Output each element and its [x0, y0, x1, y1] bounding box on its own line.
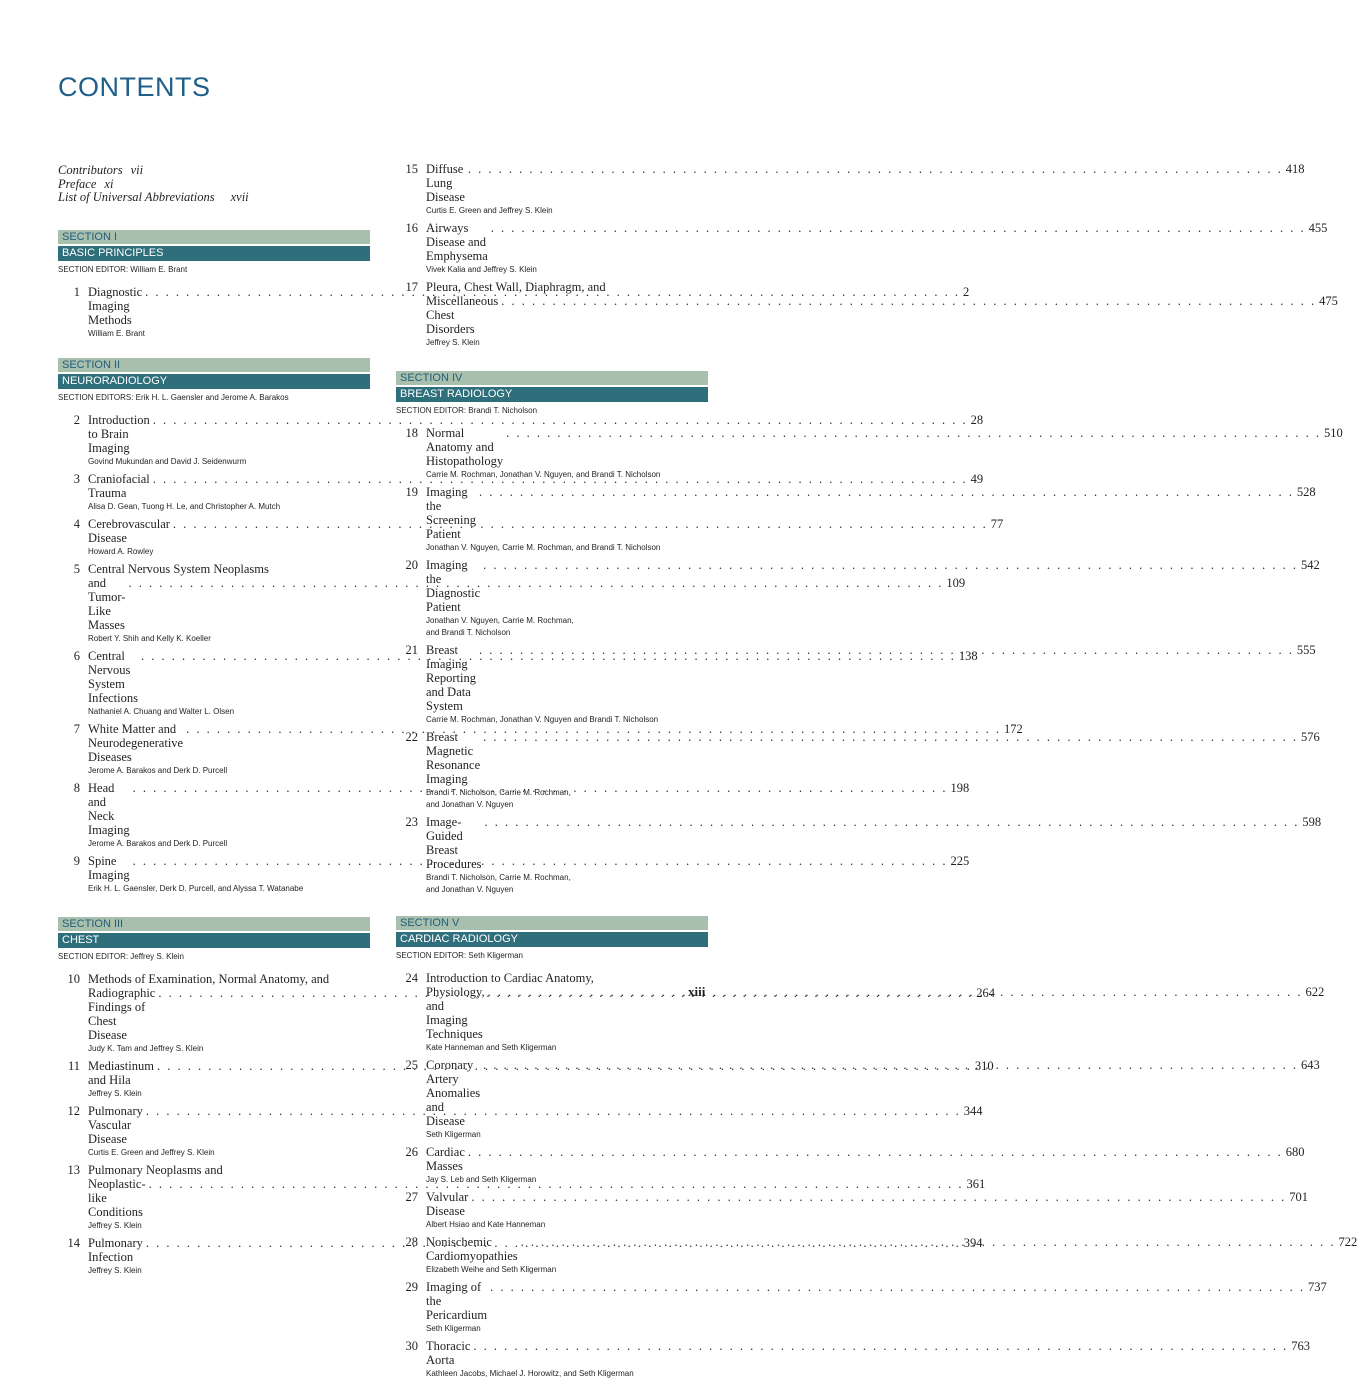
chapter-title-line: Pleura, Chest Wall, Diaphragm, and [426, 280, 606, 294]
chapter-number: 18 [405, 426, 418, 440]
dot-leader [473, 1339, 1288, 1353]
chapter-authors: Jeffrey S. Klein [88, 1221, 142, 1230]
chapter-page: 763 [1291, 1339, 1311, 1353]
chapter-page: 109 [946, 576, 966, 590]
chapter-number: 23 [405, 815, 418, 829]
chapter-body [426, 485, 1316, 554]
chapter-list [396, 162, 1338, 349]
chapter-title: Pulmonary Vascular Disease [88, 1104, 146, 1146]
chapter-number: 10 [67, 972, 80, 986]
chapter-number: 21 [405, 643, 418, 657]
chapter-page: 722 [1338, 1235, 1357, 1249]
chapter-title-line: Pulmonary Neoplasms and [88, 1163, 223, 1177]
chapter-authors: Seth Kligerman [426, 1130, 481, 1139]
chapter-number: 25 [405, 1058, 418, 1072]
chapter-page: 310 [974, 1059, 994, 1073]
dot-leader [479, 485, 1294, 499]
chapter-title: Imaging the Screening Patient [426, 485, 480, 541]
chapter-authors: Robert Y. Shih and Kelly K. Koeller [88, 634, 211, 643]
chapter-number: 13 [67, 1163, 80, 1177]
chapter-number: 17 [405, 280, 418, 294]
chapter-page: 225 [950, 854, 970, 868]
chapter-page: 555 [1296, 643, 1316, 657]
chapter-page: 455 [1308, 221, 1328, 235]
chapter-number: 27 [405, 1190, 418, 1204]
chapter-title-row [426, 643, 1316, 713]
dot-leader [491, 221, 1306, 235]
section-number-bar: SECTION II [58, 358, 370, 372]
chapter-title: Pulmonary Infection [88, 1236, 146, 1264]
dot-leader [488, 985, 1303, 999]
chapter-title: Introduction to Brain Imaging [88, 413, 153, 455]
chapter-number: 12 [67, 1104, 80, 1118]
chapter-title: Normal Anatomy and Histopathology [426, 426, 504, 468]
chapter-authors: Kate Hanneman and Seth Kligerman [426, 1043, 557, 1052]
chapter-title-row [426, 1235, 1357, 1263]
section-number-bar: SECTION III [58, 917, 370, 931]
toc-entry [396, 221, 1328, 276]
chapter-body [426, 1235, 1357, 1276]
toc-entry [396, 162, 1305, 217]
section-title-bar: BASIC PRINCIPLES [58, 246, 370, 261]
chapter-authors: Vivek Kalia and Jeffrey S. Klein [426, 265, 537, 274]
chapter-number: 1 [73, 285, 80, 299]
chapter-title: Miscellaneous Chest Disorders [426, 294, 502, 336]
chapter-authors: Judy K. Tam and Jeffrey S. Klein [88, 1044, 204, 1053]
chapter-body [426, 1280, 1327, 1335]
chapter-body [426, 221, 1327, 276]
chapter-body [426, 426, 1343, 481]
chapter-authors: and Brandi T. Nicholson [426, 628, 511, 637]
page-number: xiii [688, 984, 706, 999]
chapter-body [426, 815, 1321, 896]
chapter-number: 30 [405, 1339, 418, 1353]
toc-entry [396, 1190, 1308, 1231]
chapter-title-row [426, 730, 1320, 786]
chapter-page: 510 [1323, 426, 1343, 440]
chapter-page: 528 [1296, 485, 1316, 499]
front-matter-label: Contributors [58, 163, 123, 177]
front-matter-page: xvii [230, 190, 249, 204]
chapter-title: Diffuse Lung Disease [426, 162, 467, 204]
chapter-page: 28 [970, 413, 984, 427]
front-matter-item [58, 191, 249, 205]
chapter-title: Nonischemic Cardiomyopathies [426, 1235, 518, 1263]
chapter-page: 394 [963, 1236, 983, 1250]
section-number-bar: SECTION I [58, 230, 370, 244]
chapter-authors: Jerome A. Barakos and Derk D. Purcell [88, 839, 228, 848]
chapter-page: 344 [963, 1104, 983, 1118]
chapter-authors: Jonathan V. Nguyen, Carrie M. Rochman, and Brandi T. Nicholson [426, 543, 661, 552]
chapter-title: White Matter and Neurodegenerative Diseases [88, 722, 187, 764]
chapter-authors: Brandi T. Nicholson, Carrie M. Rochman, [426, 788, 571, 797]
chapter-page: 138 [958, 649, 978, 663]
toc-entry [396, 1280, 1327, 1335]
chapter-page: 264 [976, 986, 995, 1000]
chapter-title: Cardiac Masses [426, 1145, 468, 1173]
chapter-number: 9 [73, 854, 80, 868]
front-matter-page: xi [104, 176, 114, 191]
chapter-title-row [426, 1339, 1310, 1367]
chapter-authors: Alisa D. Gean, Tuong H. Le, and Christopher A. Mutch [88, 502, 281, 511]
chapter-number: 7 [73, 722, 80, 736]
chapter-authors: Carrie M. Rochman, Jonathan V. Nguyen, and Brandi T. Nicholson [426, 470, 661, 479]
chapter-title: Cerebrovascular Disease [88, 517, 174, 545]
chapter-page: 622 [1305, 985, 1325, 999]
chapter-page: 172 [1003, 722, 1023, 736]
chapter-number: 28 [405, 1235, 418, 1249]
dot-leader [483, 1058, 1298, 1072]
chapter-title: Image-Guided Breast Procedures [426, 815, 482, 871]
chapter-title-row [426, 985, 1324, 1041]
chapter-page: 542 [1301, 558, 1320, 572]
chapter-title-row [426, 558, 1320, 614]
chapter-page: 701 [1289, 1190, 1308, 1204]
dot-leader [483, 558, 1298, 572]
chapter-title: Coronary Artery Anomalies and Disease [426, 1058, 484, 1128]
chapter-number: 19 [405, 485, 418, 499]
chapter-authors: Jeffrey S. Klein [88, 1089, 142, 1098]
chapter-body [426, 280, 1338, 349]
chapter-page: 680 [1285, 1145, 1305, 1159]
chapter-title: Physiology, and Imaging Techniques [426, 985, 488, 1041]
chapter-title-line: Methods of Examination, Normal Anatomy, and [88, 972, 330, 986]
section-title-bar: CARDIAC RADIOLOGY [396, 932, 708, 947]
dot-leader [468, 1145, 1283, 1159]
section-editor: SECTION EDITOR: Brandi T. Nicholson [396, 406, 538, 415]
section-number-bar: SECTION IV [396, 371, 708, 385]
chapter-title-row [426, 1280, 1327, 1322]
dot-leader [521, 1235, 1336, 1249]
chapter-title-row [426, 485, 1316, 541]
dot-leader [501, 294, 1316, 308]
chapter-title-line: Introduction to Cardiac Anatomy, [426, 971, 594, 985]
chapter-authors: Albert Hsiao and Kate Hanneman [426, 1220, 546, 1229]
chapter-body [426, 1339, 1310, 1380]
chapter-number: 22 [405, 730, 418, 744]
chapter-authors: Curtis E. Green and Jeffrey S. Klein [426, 206, 553, 215]
chapter-title: Airways Disease and Emphysema [426, 221, 490, 263]
front-matter-page: vii [130, 163, 144, 177]
chapter-title: Imaging the Diagnostic Patient [426, 558, 484, 614]
chapter-body [426, 971, 1324, 1054]
front-matter-label: List of Universal Abbreviations [58, 190, 215, 204]
chapter-authors: Erik H. L. Gaensler, Derk D. Purcell, and Alyssa T. Watanabe [88, 884, 304, 893]
dot-leader [483, 730, 1298, 744]
chapter-authors: Nathaniel A. Chuang and Walter L. Olsen [88, 707, 235, 716]
chapter-body [426, 1190, 1308, 1231]
chapter-authors: and Jonathan V. Nguyen [426, 800, 514, 809]
dot-leader [506, 426, 1321, 440]
chapter-body [426, 1058, 1320, 1141]
chapter-title: Radiographic Findings of Chest Disease [88, 986, 159, 1042]
chapter-number: 4 [73, 517, 80, 531]
section-editor: SECTION EDITOR: Jeffrey S. Klein [58, 952, 184, 961]
front-matter-list [58, 164, 249, 205]
dot-leader [490, 1280, 1305, 1294]
section-title-bar: BREAST RADIOLOGY [396, 387, 708, 402]
dot-leader [479, 643, 1294, 657]
chapter-page: 49 [970, 472, 984, 486]
chapter-title: Thoracic Aorta [426, 1339, 473, 1367]
chapter-authors: Elizabeth Weihe and Seth Kligerman [426, 1265, 557, 1274]
chapter-title: Imaging of the Pericardium [426, 1280, 488, 1322]
toc-entry [396, 280, 1338, 349]
chapter-number: 8 [73, 781, 80, 795]
chapter-body [426, 643, 1316, 726]
page-title: CONTENTS [58, 72, 211, 102]
dot-leader [471, 1190, 1286, 1204]
chapter-number: 15 [405, 162, 418, 176]
chapter-page: 2 [963, 285, 970, 299]
chapter-authors: William E. Brant [88, 329, 145, 338]
chapter-number: 29 [405, 1280, 418, 1294]
chapter-authors: and Jonathan V. Nguyen [426, 885, 514, 894]
section-title-bar: CHEST [58, 933, 370, 948]
chapter-number: 16 [405, 221, 418, 235]
chapter-title: and Tumor-Like Masses [88, 576, 126, 632]
chapter-page: 598 [1302, 815, 1322, 829]
chapter-authors: Jeffrey S. Klein [88, 1266, 142, 1275]
chapter-title-line: Central Nervous System Neoplasms [88, 562, 269, 576]
chapter-authors: Jeffrey S. Klein [426, 338, 480, 347]
chapter-authors: Curtis E. Green and Jeffrey S. Klein [88, 1148, 215, 1157]
chapter-title: Diagnostic Imaging Methods [88, 285, 146, 327]
dot-leader [468, 162, 1283, 176]
front-matter-item [58, 164, 249, 178]
section-number-bar: SECTION V [396, 916, 708, 930]
chapter-number: 20 [405, 558, 418, 572]
chapter-authors: Brandi T. Nicholson, Carrie M. Rochman, [426, 873, 571, 882]
chapter-title: Spine Imaging [88, 854, 130, 882]
section-editor: SECTION EDITORS: Erik H. L. Gaensler and Jerome A. Barakos [58, 393, 289, 402]
chapter-title-row [426, 426, 1343, 468]
chapter-number: 5 [73, 562, 80, 576]
dot-leader [485, 815, 1300, 829]
chapter-authors: Jay S. Leb and Seth Kligerman [426, 1175, 537, 1184]
chapter-title: Central Nervous System Infections [88, 649, 138, 705]
chapter-title: Craniofacial Trauma [88, 472, 153, 500]
chapter-page: 418 [1285, 162, 1305, 176]
chapter-title: Valvular Disease [426, 1190, 472, 1218]
chapter-page: 737 [1307, 1280, 1327, 1294]
chapter-title: Breast Imaging Reporting and Data System [426, 643, 480, 713]
section-title-bar: NEURORADIOLOGY [58, 374, 370, 389]
chapter-title-row [426, 1058, 1320, 1128]
chapter-page: 576 [1301, 730, 1320, 744]
section-editor: SECTION EDITOR: Seth Kligerman [396, 951, 523, 960]
chapter-number: 14 [67, 1236, 80, 1250]
chapter-body [426, 1145, 1305, 1186]
chapter-authors: Jerome A. Barakos and Derk D. Purcell [88, 766, 228, 775]
chapter-body [426, 730, 1320, 811]
chapter-number: 26 [405, 1145, 418, 1159]
chapter-page: 198 [950, 781, 970, 795]
chapter-number: 11 [67, 1059, 80, 1073]
chapter-title: Neoplastic-like Conditions [88, 1177, 146, 1219]
chapter-number: 24 [405, 971, 418, 985]
chapter-title-row [426, 815, 1321, 871]
chapter-number: 2 [73, 413, 80, 427]
front-matter-item [58, 178, 249, 192]
chapter-title-row [426, 221, 1327, 263]
chapter-title: Mediastinum and Hila [88, 1059, 158, 1087]
chapter-title: Head and Neck Imaging [88, 781, 130, 837]
chapter-title-row [426, 1190, 1308, 1218]
toc-entry [396, 1339, 1311, 1380]
chapter-authors: Jonathan V. Nguyen, Carrie M. Rochman, [426, 616, 574, 625]
chapter-authors: Carrie M. Rochman, Jonathan V. Nguyen and Brandi T. Nicholson [426, 715, 659, 724]
chapter-title-row [426, 294, 1338, 336]
chapter-title-row [426, 162, 1305, 204]
chapter-page: 643 [1301, 1058, 1320, 1072]
chapter-authors: Govind Mukundan and David J. Seidenwurm [88, 457, 247, 466]
chapter-authors: Kathleen Jacobs, Michael J. Horowitz, and Seth Kligerman [426, 1369, 634, 1378]
chapter-authors: Howard A. Rowley [88, 547, 154, 556]
chapter-page: 77 [990, 517, 1004, 531]
chapter-page: 361 [966, 1177, 986, 1191]
chapter-page: 475 [1319, 294, 1338, 308]
chapter-number: 6 [73, 649, 80, 663]
chapter-body [426, 558, 1320, 639]
section-editor: SECTION EDITOR: William E. Brant [58, 265, 188, 274]
chapter-title: Breast Magnetic Resonance Imaging [426, 730, 484, 786]
chapter-authors: Seth Kligerman [426, 1324, 481, 1333]
chapter-body [426, 162, 1305, 217]
chapter-title-row [426, 1145, 1305, 1173]
chapter-number: 3 [73, 472, 80, 486]
front-matter-label: Preface [58, 176, 97, 191]
